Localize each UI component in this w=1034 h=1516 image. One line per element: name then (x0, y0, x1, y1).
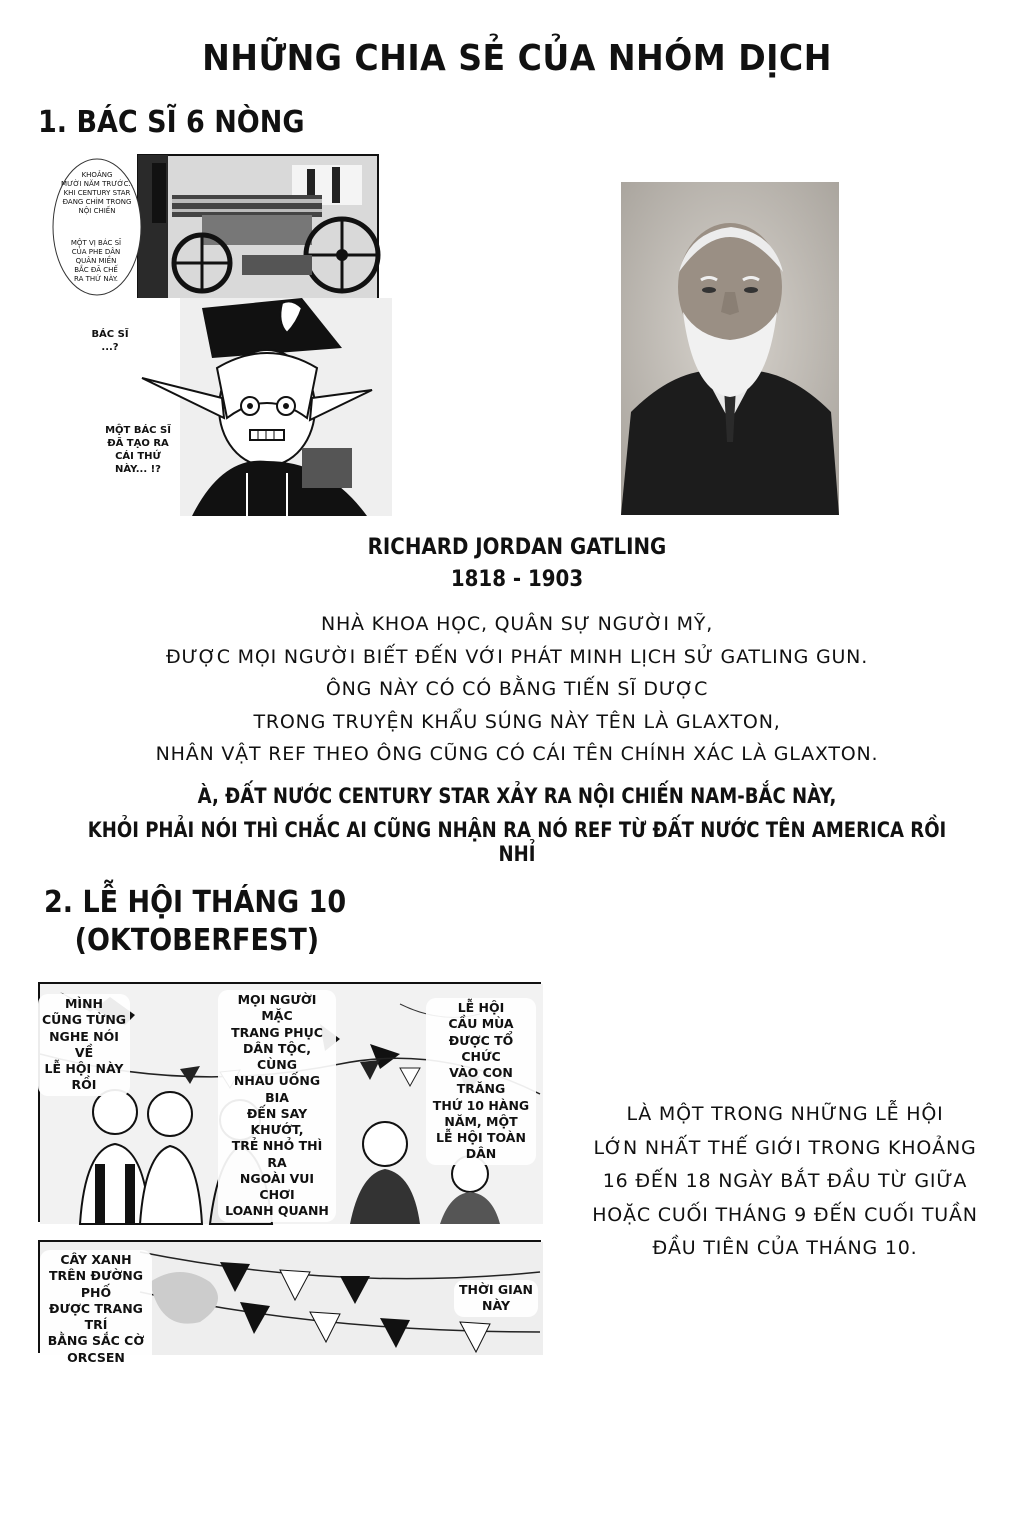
speech-bubble: BÁC SĨ ...? (91, 329, 129, 353)
person-years: 1818 - 1903 (450, 567, 584, 592)
portrait-photo (621, 182, 839, 515)
section2-heading (44, 884, 346, 960)
section2-heading-line2: (OKTOBERFEST) (74, 923, 320, 958)
description-line: LỚN NHẤT THẾ GIỚI TRONG KHOẢNG (593, 1137, 977, 1159)
description-line: HOẶC CUỐI THÁNG 9 ĐẾN CUỐI TUẦN (592, 1204, 978, 1226)
portrait-illustration (621, 182, 839, 515)
bio-line: ĐƯỢC MỌI NGƯỜI BIẾT ĐẾN VỚI PHÁT MINH LỊCH SỬ GATLING GUN. (165, 646, 869, 668)
section2-heading-line1: 2. LỄ HỘI THÁNG 10 (44, 885, 347, 920)
speech-bubble: LỄ HỘI CẦU MÙA ĐƯỢC TỔ CHỨC VÀO CON TRĂNG THỨ 10 HÀNG NĂM, MỘT LỄ HỘI TOÀN DÂN (426, 998, 536, 1165)
speech-bubble: THỜI GIAN NÀY (454, 1280, 538, 1317)
bio-line: TRONG TRUYỆN KHẨU SÚNG NÀY TÊN LÀ GLAXTON, (253, 711, 781, 733)
speech-bubble: MÌNH CŨNG TỪNG NGHE NÓI VỀ LỄ HỘI NÀY RỒI (38, 994, 130, 1096)
speech-bubble: KHOẢNG MƯỜI NĂM TRƯỚC.. KHI CENTURY STAR ĐANG CHÌM TRONG NỘI CHIẾN (61, 171, 133, 216)
manga-panel-elf-character (52, 298, 392, 516)
manga-panel-festival-crowd (38, 982, 541, 1222)
person-name: RICHARD JORDAN GATLING (367, 535, 667, 560)
speech-bubble: MỘT BÁC SĨ ĐÃ TẠO RA CÁI THỨ NÀY... !? (105, 425, 171, 475)
bio-line: NHÂN VẬT REF THEO ÔNG CŨNG CÓ CÁI TÊN CHÍNH XÁC LÀ GLAXTON. (155, 743, 879, 765)
speech-bubble: CÂY XANH TRÊN ĐƯỜNG PHỐ ĐƯỢC TRANG TRÍ BẰNG SẮC CỜ ORCSEN (40, 1250, 152, 1368)
bio-line: NHÀ KHOA HỌC, QUÂN SỰ NGƯỜI MỸ, (320, 613, 714, 635)
page-title: NHỮNG CHIA SẺ CỦA NHÓM DỊCH (202, 38, 832, 79)
section1-heading: 1. BÁC SĨ 6 NÒNG (38, 105, 305, 140)
speech-bubble: MỘT VỊ BÁC SĨ CỦA PHE DÂN QUÂN MIỀN BẮC ĐÃ CHẾ RA THỨ NÀY. (70, 239, 122, 284)
note-line: KHỎI PHẢI NÓI THÌ CHẮC AI CŨNG NHẬN RA NÓ REF TỪ ĐẤT NƯỚC TÊN AMERICA RỒI NHỈ (87, 818, 947, 866)
description-line: ĐẦU TIÊN CỦA THÁNG 10. (652, 1237, 918, 1259)
description-line: 16 ĐẾN 18 NGÀY BẮT ĐẦU TỪ GIỮA (602, 1170, 968, 1192)
manga-panel-festival-flags (38, 1240, 541, 1365)
description-line: LÀ MỘT TRONG NHỮNG LỄ HỘI (626, 1103, 944, 1125)
bio-line: ÔNG NÀY CÓ CÓ BẰNG TIẾN SĨ DƯỢC (325, 678, 709, 700)
note-line: À, ĐẤT NƯỚC CENTURY STAR XẢY RA NỘI CHIẾN NAM-BẮC NÀY, (197, 784, 837, 808)
manga-panel-gatling-gun (52, 155, 378, 300)
speech-bubble: MỌI NGƯỜI MẶC TRANG PHỤC DÂN TỘC, CÙNG NHAU UỐNG BIA ĐẾN SAY KHƯỚT, TRẺ NHỎ THÌ RA NGOÀI VUI CHƠI LOANH QUANH (218, 990, 336, 1222)
